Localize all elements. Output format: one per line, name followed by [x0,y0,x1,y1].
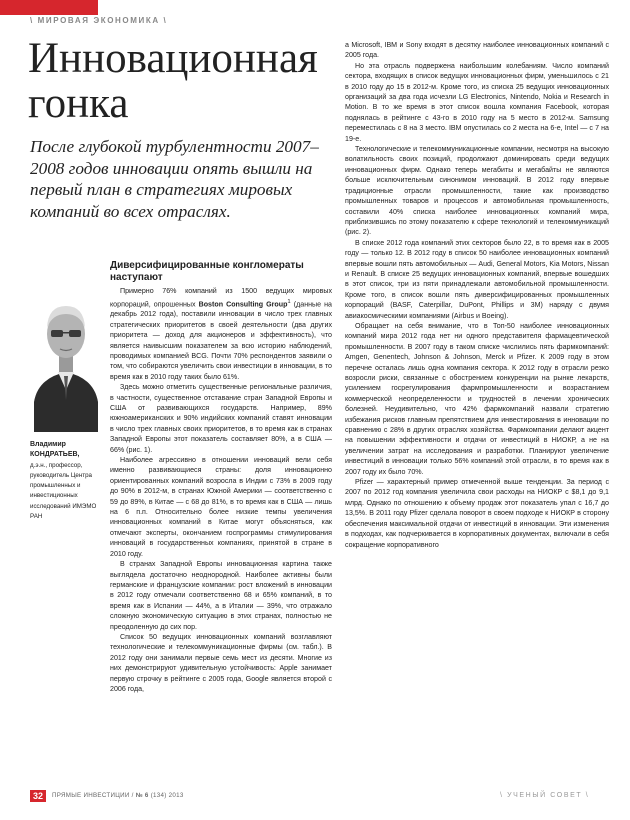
publication-name: ПРЯМЫЕ ИНВЕСТИЦИИ / [52,792,134,799]
bcg-name: Boston Consulting Group [198,299,288,308]
author-credentials: д.э.н., профессор, руководитель Центра промышленных и инвестиционных исследований ИМЭМО РАН [30,461,97,521]
author-first-name: Владимир [30,441,66,448]
publication-info [52,792,184,799]
paragraph: В странах Западной Европы инновационная картина также выглядела достаточно неоднородной. Наиболее активны были германские и французские компании: рост вложений в инновации в 2012 году отмечали соответственно 68 и 65% компаний, в то время как в Испании — 44%, а в Италии — 39%, что отражало сложную экономическую ситуацию в этих странах, полностью не преодоленную до сих пор. [110,560,332,631]
article-column-2 [345,40,609,550]
paragraph: Примерно 76% компаний из 1500 ведущих мировых корпораций, опрошенных Boston Consulting Group$^1$ (данные на декабрь 2012 года), поставили инновации в число трех главных стратегических приоритетов в своей деятельности (два других приоритета — доход для акционеров и эффективность), что является наивысшим показателем за всю историю наблюдений, проводимых компанией BCG. Почти 70% респондентов заявили о том, что собираются увеличить свои инвестиции в инновации, в то время как в 2010 году таких было 61%. [110,287,332,381]
section-label: \ МИРОВАЯ ЭКОНОМИКА \ [30,16,168,25]
article-title [28,36,328,126]
paragraph: Обращает на себя внимание, что в Топ-50 наиболее инновационных компаний мира 2012 года нет ни одного представителя фармацевтической промышленности. В 2007 году в таком списке числились пять фармкомпаний: Amgen, Genentech, Johnson & Johnson, Merck и Pfizer. К 2009 году в этом перечне осталась лишь одна компания сектора. К 2012 году в отрасли резко возросли риски, связанные с обострением конкуренции на рынке лекарств, усилением госрегулирования фармпромышленности и возрастанием коммерческой неопределенности и трудностей в лечении хронических болезней. Неудивительно, что 42% фармкомпаний назвали стратегию избежания рисков главным препятствием для инвестирования в инновации по сравнению с 28% в других отраслях хозяйства. Фармкомпании делают акцент на повышении эффективности и отдачи от инвестиций в НИОКР, а не на увеличении затрат на исследования и разработки. Планируют увеличение инвестиций в инновации только 56% компаний этой отрасли, в то время как в 2007 году их было 70%. [345,321,609,476]
page-footer [0,790,630,810]
article-column-1 [110,260,332,694]
paragraph: а Microsoft, IBM и Sony входят в десятку наиболее инновационных компаний с 2005 года. [345,41,609,60]
author-portrait [28,262,104,432]
paragraph: Но эта отрасль подвержена наибольшим колебаниям. Число компаний сектора, входящих в список ведущих инновационных фирм, уменьшилось с 21 в 2010 году до 15 в 2012-м. Кроме того, из списка 25 ведущих инновационных организаций за два года исчезли LG Electronics, Nintendo, Nokia и Research in Motion. В то же время в этот список вошла компания Facebook, которая поднялась в рейтинге с 43-го в 2010 году на 5 место в 2012-м. Samsung переместилась с 8 на 3 место. IBM опустилась со 2 места на 6-е, Intel — с 7 на 19-е. [345,61,609,143]
footnote-ref: 1 [287,298,291,305]
title-line-1: Инновационная [28,35,318,82]
paragraph: Здесь можно отметить существенные региональные различия, в частности, существенное отставание стран Западной Европы и США от развивающихся государств. Например, 89% южноамериканских и 90% индийских компаний ставят инновации в число трех главных своих приоритетов, в то время как в странах Западной Европы этот показатель составляет 80%, а в США — 66% (рис. 1). [110,383,332,454]
paragraph: Список 50 ведущих инновационных компаний возглавляют технологические и телекоммуникационные фирмы (см. табл.). В 2012 году они занимали первые семь мест из десяти. Многие из них демонстрируют удивительную устойчивость: Apple занимает первую строчку в рейтинге с 2005 года, Google является второй с 2006 года, [110,632,332,693]
issue-detail: (134) 2013 [150,792,184,799]
page-number: 32 [30,790,46,802]
author-last-name: КОНДРАТЬЕВ, [30,451,80,459]
paragraph: Наиболее агрессивно в отношении инноваций вели себя именно развивающиеся страны: доля инновационно ориентированных компаний возросла в Индии с 73% в 2009 году до 90% в 2012-м, в странах Южной Америки — соответственно с 59 до 89%, в Китае — с 68 до 81%, в то время как в США — лишь на 6 п.п. Относительно более низкие темпы увеличения инновационных компаний в Китае могут объясняться, как отмечают эксперты, окончанием госпрограммы стимулирования инноваций в государственных компаниях, принятой в стране в 2010 году. [110,456,332,558]
paragraph: Pfizer — характерный пример отмеченной выше тенденции. За период с 2007 по 2012 год компания увеличила свои расходы на НИОКР с $8,1 до 9,1 млрд. Однако по отношению к объему продаж этот показатель упал с 16,7 до 13,5%. В 2011 году Pfizer сделала поворот в своем подходе к НИОКР в сторону обеспечения максимальной отдачи от инвестиций в инновации. Эти изменения в подходах, как подчеркивается в корпоративных документах, включали в себя сокращение корпоративного [345,478,609,549]
paragraph: Технологические и телекоммуникационные компании, несмотря на высокую волатильность своих позиций, продолжают доминировать среди ведущих инновационных фирм. Однако теперь мегабиты и мегабайты не являются больше исключительным синонимом инноваций. В 2012 году впервые традиционные отрасли промышленности, такие как производство промышленных товаров и процессов и автомобильная промышленность, составили 40% списка наиболее инновационных компаний мира, приблизившись по этому показателю к сфере технологий и телекоммуникаций (рис. 2). [345,145,609,237]
lead-paragraph: После глубокой турбулентности 2007–2008 годов инновации опять вышли на первый план в стратегиях мировых компаний во всех отраслях. [30,137,319,221]
subheading: Диверсифицированные конгломераты наступают [110,260,304,283]
accent-bar [0,0,98,15]
author-bio [30,440,102,522]
paragraph: В списке 2012 года компаний этих секторов было 22, в то время как в 2005 году — только 12. В 2012 году в список 50 наиболее инновационных компаний впервые вошли пять автомобильных — Audi, General Motors, Kia Motors, Nissan и Renault. В списке 25 ведущих инновационных компаний, впервые вошедших в этот список, три из пяти принадлежали автомобильной промышленности. Кроме того, в список вошли пять диверсифицированных промышленных корпораций (BASF, Caterpillar, DuPont, Phillips и 3M) наряду с двумя авиакосмическими компаниями (Airbus и Boeing). [345,238,609,320]
title-line-2: гонка [28,80,129,127]
rubric-label: \ УЧЕНЫЙ СОВЕТ \ [500,792,590,799]
issue-number: № 6 [135,792,149,799]
